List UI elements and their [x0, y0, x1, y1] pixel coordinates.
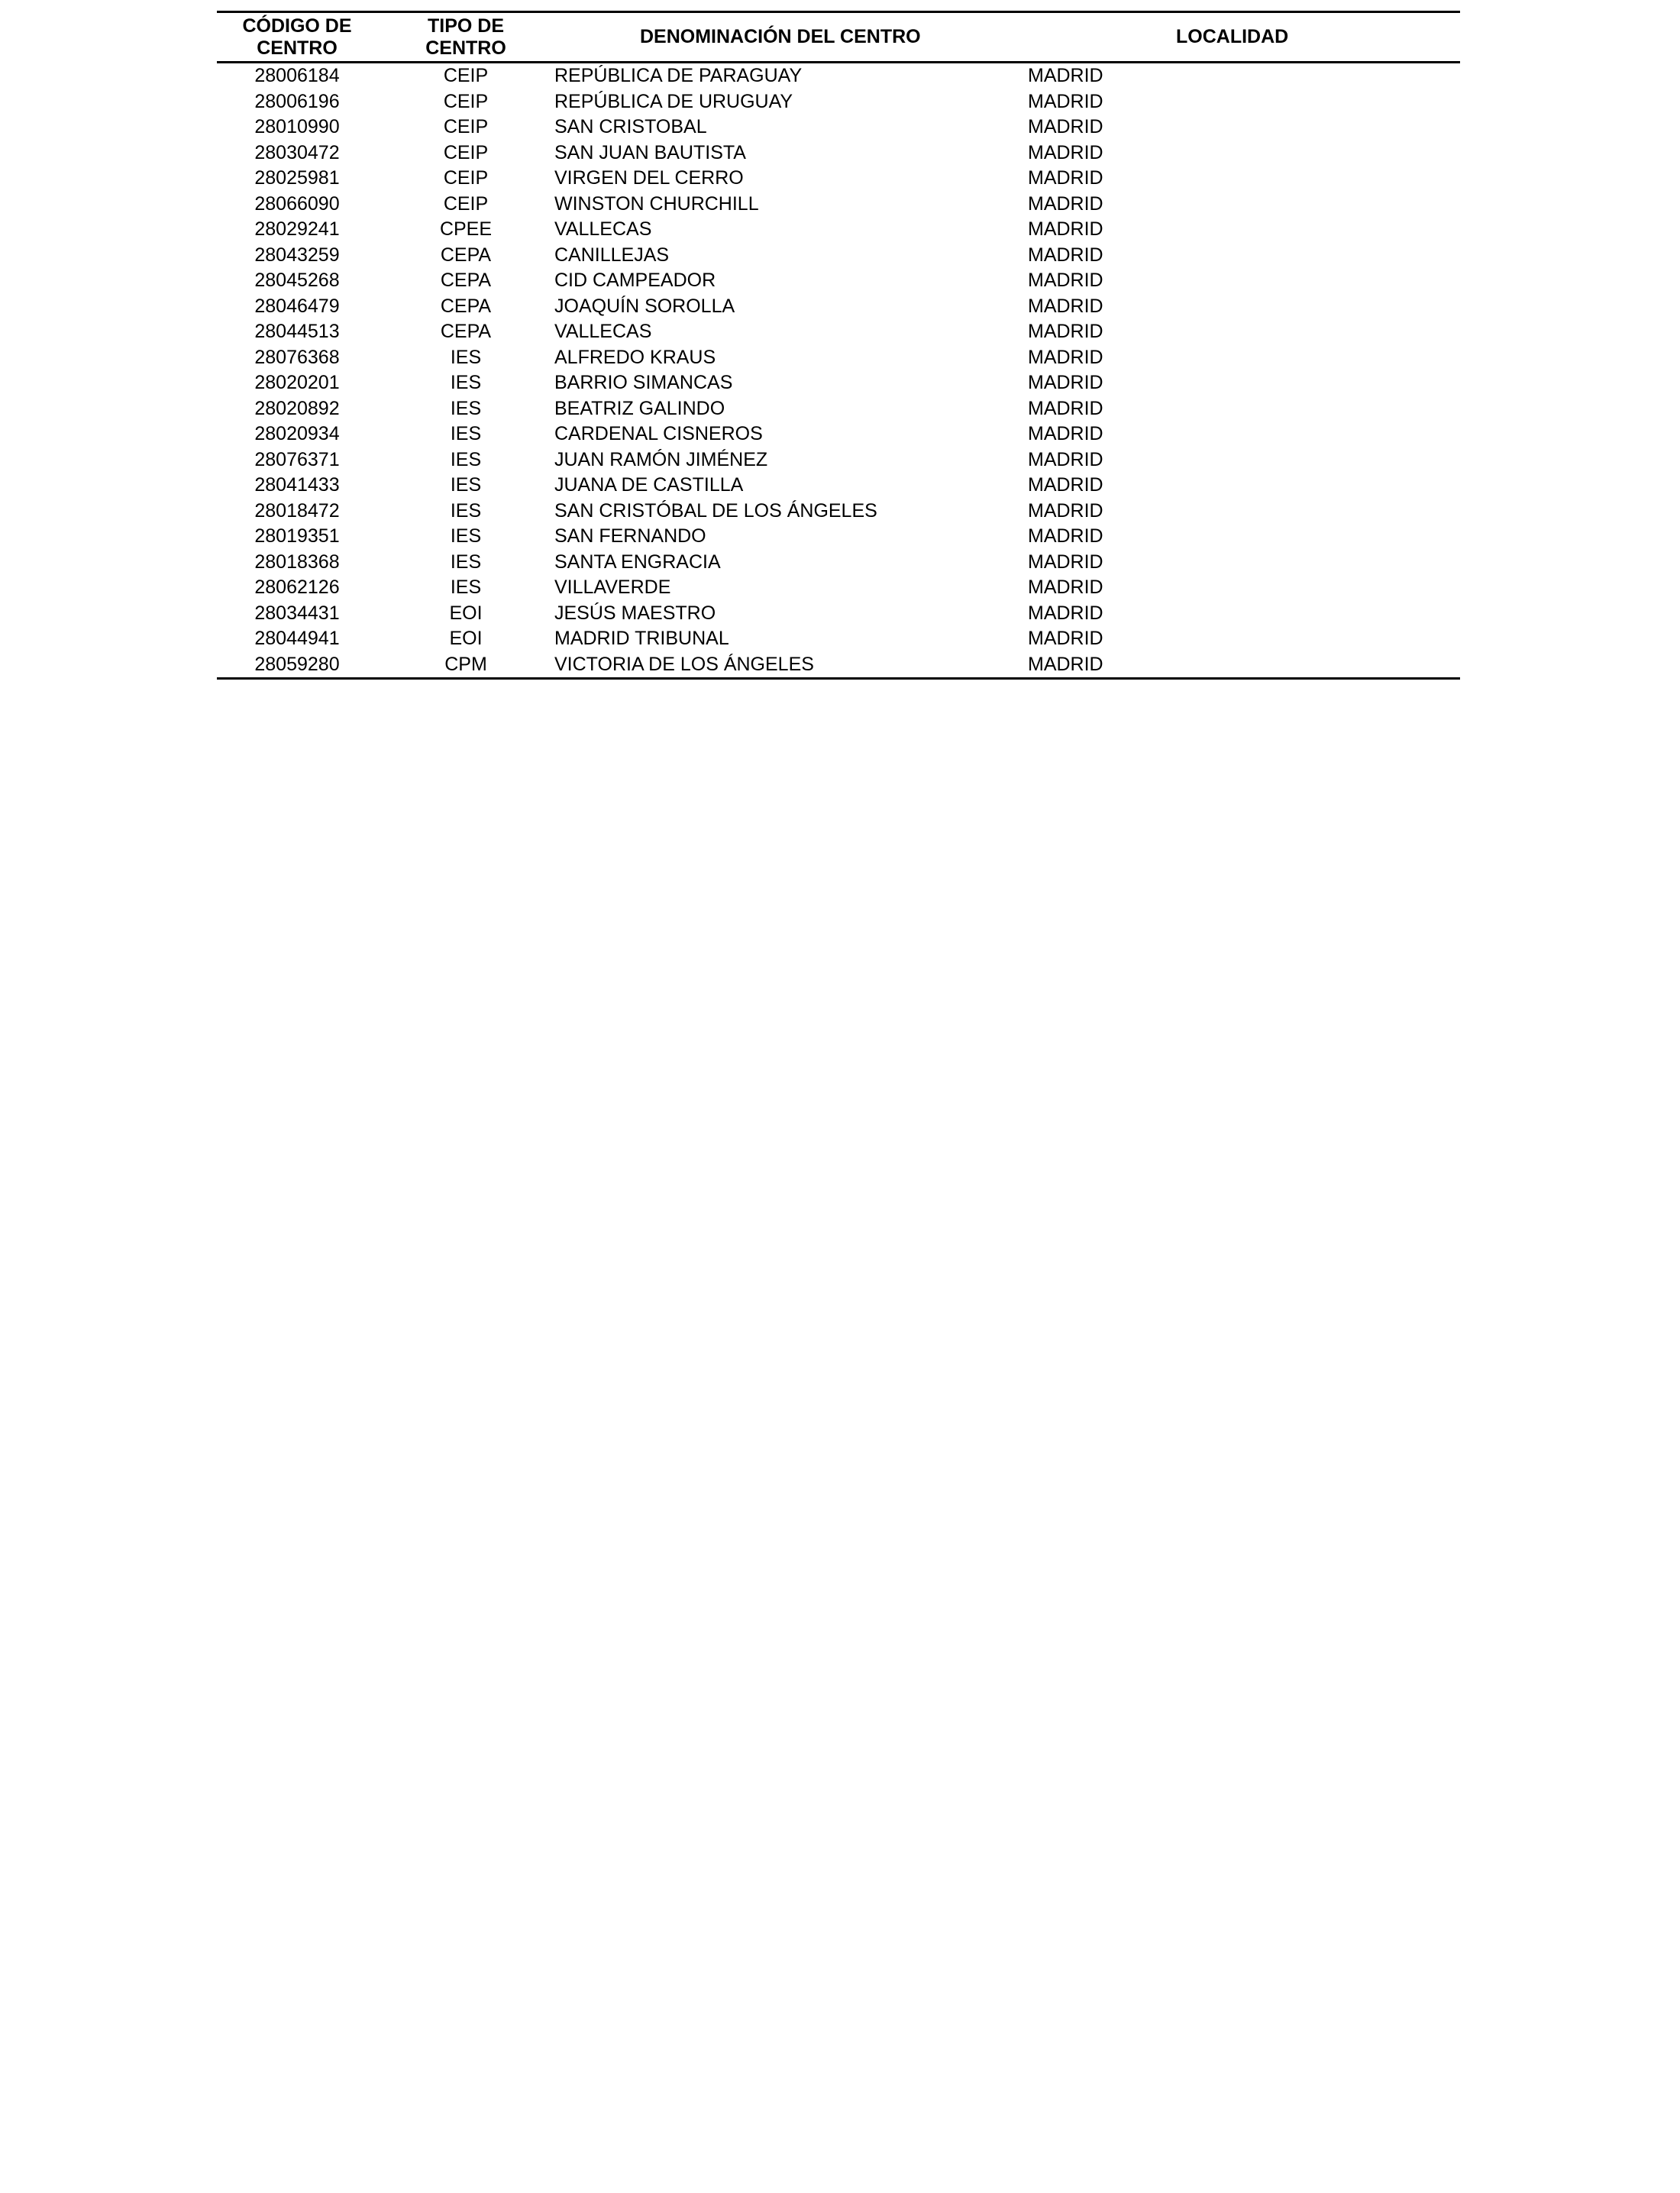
table-row [217, 319, 1460, 345]
cell-localidad: MADRID [1028, 90, 1103, 112]
cell-denominacion: REPÚBLICA DE PARAGUAY [554, 65, 803, 86]
cell-codigo: 28041433 [254, 474, 340, 496]
cell-denominacion: REPÚBLICA DE URUGUAY [554, 90, 793, 112]
cell-tipo: CPEE [439, 218, 493, 240]
table-row [217, 447, 1460, 473]
cell-tipo: CEIP [443, 116, 489, 137]
table-row [217, 370, 1460, 396]
table-row [217, 89, 1460, 115]
cell-localidad: MADRID [1028, 65, 1103, 86]
cell-tipo: IES [450, 423, 482, 444]
cell-codigo: 28018472 [254, 499, 340, 522]
header-localidad: LOCALIDAD [1028, 12, 1460, 63]
cell-tipo: IES [450, 372, 482, 393]
cell-denominacion: SAN FERNANDO [554, 525, 706, 547]
cell-tipo: CEPA [440, 321, 492, 342]
cell-codigo: 28044513 [254, 321, 340, 342]
table-row [217, 652, 1460, 679]
cell-denominacion: WINSTON CHURCHILL [554, 192, 759, 215]
cell-tipo: IES [450, 499, 482, 522]
cell-denominacion: JUAN RAMÓN JIMÉNEZ [554, 448, 768, 470]
cell-codigo: 28034431 [254, 602, 340, 624]
cell-codigo: 28062126 [254, 577, 340, 598]
cell-localidad: MADRID [1028, 270, 1103, 291]
cell-denominacion: ALFREDO KRAUS [554, 346, 716, 368]
cell-codigo: 28020892 [254, 397, 340, 419]
cell-denominacion: JESÚS MAESTRO [554, 602, 716, 624]
header-tipo-centro [377, 12, 554, 63]
cell-codigo: 28076371 [254, 448, 340, 470]
cell-localidad: MADRID [1028, 167, 1103, 189]
cell-codigo: 28018368 [254, 551, 340, 573]
cell-localidad: MADRID [1028, 602, 1103, 624]
table-row [217, 473, 1460, 499]
cell-codigo: 28025981 [254, 167, 340, 189]
table-row [217, 243, 1460, 269]
cell-codigo: 28043259 [254, 244, 340, 266]
cell-tipo: CEIP [443, 192, 489, 215]
cell-codigo: 28020201 [254, 372, 340, 393]
cell-codigo: 28059280 [217, 652, 377, 679]
cell-localidad: MADRID [1028, 397, 1103, 419]
cell-codigo: 28030472 [254, 141, 340, 163]
cell-localidad: MADRID [1028, 474, 1103, 496]
table-row [217, 421, 1460, 447]
cell-tipo: CEIP [443, 90, 489, 112]
cell-codigo: 28046479 [254, 295, 340, 317]
cell-denominacion: MADRID TRIBUNAL [554, 628, 729, 649]
cell-tipo: CEIP [443, 141, 489, 163]
cell-denominacion: CANILLEJAS [554, 244, 670, 266]
cell-denominacion: SANTA ENGRACIA [554, 551, 721, 573]
cell-localidad: MADRID [1028, 116, 1103, 137]
table-body [217, 63, 1460, 679]
cell-codigo: 28076368 [254, 346, 340, 368]
table-row [217, 601, 1460, 627]
table-row [217, 217, 1460, 243]
cell-denominacion: SAN JUAN BAUTISTA [554, 141, 746, 163]
cell-codigo: 28029241 [254, 218, 340, 240]
cell-denominacion: JOAQUÍN SOROLLA [554, 295, 735, 317]
table-row [217, 268, 1460, 294]
cell-localidad: MADRID [1028, 525, 1103, 547]
cell-denominacion: VIRGEN DEL CERRO [554, 167, 744, 189]
cell-denominacion: SAN CRISTOBAL [554, 116, 707, 137]
centers-table [217, 11, 1460, 680]
header-codigo-line1: CÓDIGO DE [242, 15, 352, 37]
cell-tipo: IES [450, 577, 482, 598]
table-row [217, 294, 1460, 320]
cell-localidad: MADRID [1028, 218, 1103, 240]
cell-codigo: 28006184 [254, 65, 340, 86]
cell-codigo: 28010990 [254, 116, 340, 137]
table-row [217, 63, 1460, 89]
table-row [217, 192, 1460, 218]
table-row [217, 626, 1460, 652]
cell-codigo: 28045268 [254, 270, 340, 291]
cell-localidad: MADRID [1028, 295, 1103, 317]
cell-localidad: MADRID [1028, 499, 1103, 522]
cell-localidad: MADRID [1028, 652, 1460, 679]
cell-localidad: MADRID [1028, 577, 1103, 598]
cell-tipo: IES [450, 346, 482, 368]
table-row [217, 140, 1460, 166]
cell-codigo: 28066090 [254, 192, 340, 215]
cell-denominacion: BEATRIZ GALINDO [554, 397, 725, 419]
table-row [217, 345, 1460, 371]
cell-localidad: MADRID [1028, 372, 1103, 393]
cell-denominacion: VICTORIA DE LOS ÁNGELES [554, 652, 1028, 679]
cell-denominacion: CID CAMPEADOR [554, 270, 716, 291]
cell-tipo: IES [450, 448, 482, 470]
cell-tipo: CEIP [443, 167, 489, 189]
header-row [217, 12, 1460, 63]
table-header [217, 12, 1460, 63]
cell-tipo: IES [450, 474, 482, 496]
cell-denominacion: SAN CRISTÓBAL DE LOS ÁNGELES [554, 499, 877, 522]
cell-denominacion: VALLECAS [554, 321, 652, 342]
cell-codigo: 28006196 [254, 90, 340, 112]
cell-localidad: MADRID [1028, 346, 1103, 368]
cell-localidad: MADRID [1028, 628, 1103, 649]
table-row [217, 115, 1460, 140]
cell-denominacion: JUANA DE CASTILLA [554, 474, 744, 496]
cell-tipo: IES [450, 525, 482, 547]
cell-localidad: MADRID [1028, 192, 1103, 215]
cell-codigo: 28020934 [254, 423, 340, 444]
cell-localidad: MADRID [1028, 141, 1103, 163]
header-codigo-centro [217, 12, 377, 63]
header-codigo-line2: CENTRO [257, 37, 338, 59]
cell-localidad: MADRID [1028, 321, 1103, 342]
cell-denominacion: VILLAVERDE [554, 577, 671, 598]
cell-denominacion: BARRIO SIMANCAS [554, 372, 733, 393]
table-row [217, 499, 1460, 525]
cell-tipo: CPM [377, 652, 554, 679]
cell-denominacion: VALLECAS [554, 218, 652, 240]
cell-tipo: EOI [449, 602, 483, 624]
cell-tipo: IES [450, 397, 482, 419]
cell-denominacion: CARDENAL CISNEROS [554, 423, 763, 444]
table-row [217, 524, 1460, 550]
table-row [217, 550, 1460, 576]
header-tipo-line2: CENTRO [425, 37, 506, 59]
table-row [217, 575, 1460, 601]
cell-localidad: MADRID [1028, 423, 1103, 444]
cell-tipo: CEPA [440, 295, 492, 317]
header-denominacion: DENOMINACIÓN DEL CENTRO [554, 12, 1028, 63]
cell-codigo: 28044941 [254, 628, 340, 649]
cell-tipo: CEPA [440, 270, 492, 291]
cell-tipo: CEPA [440, 244, 492, 266]
cell-tipo: EOI [449, 628, 483, 649]
header-tipo-line1: TIPO DE [427, 15, 504, 37]
cell-localidad: MADRID [1028, 551, 1103, 573]
table-row [217, 396, 1460, 422]
table-row [217, 166, 1460, 192]
cell-localidad: MADRID [1028, 448, 1103, 470]
cell-tipo: IES [450, 551, 482, 573]
cell-localidad: MADRID [1028, 244, 1103, 266]
cell-codigo: 28019351 [254, 525, 340, 547]
cell-tipo: CEIP [443, 65, 489, 86]
